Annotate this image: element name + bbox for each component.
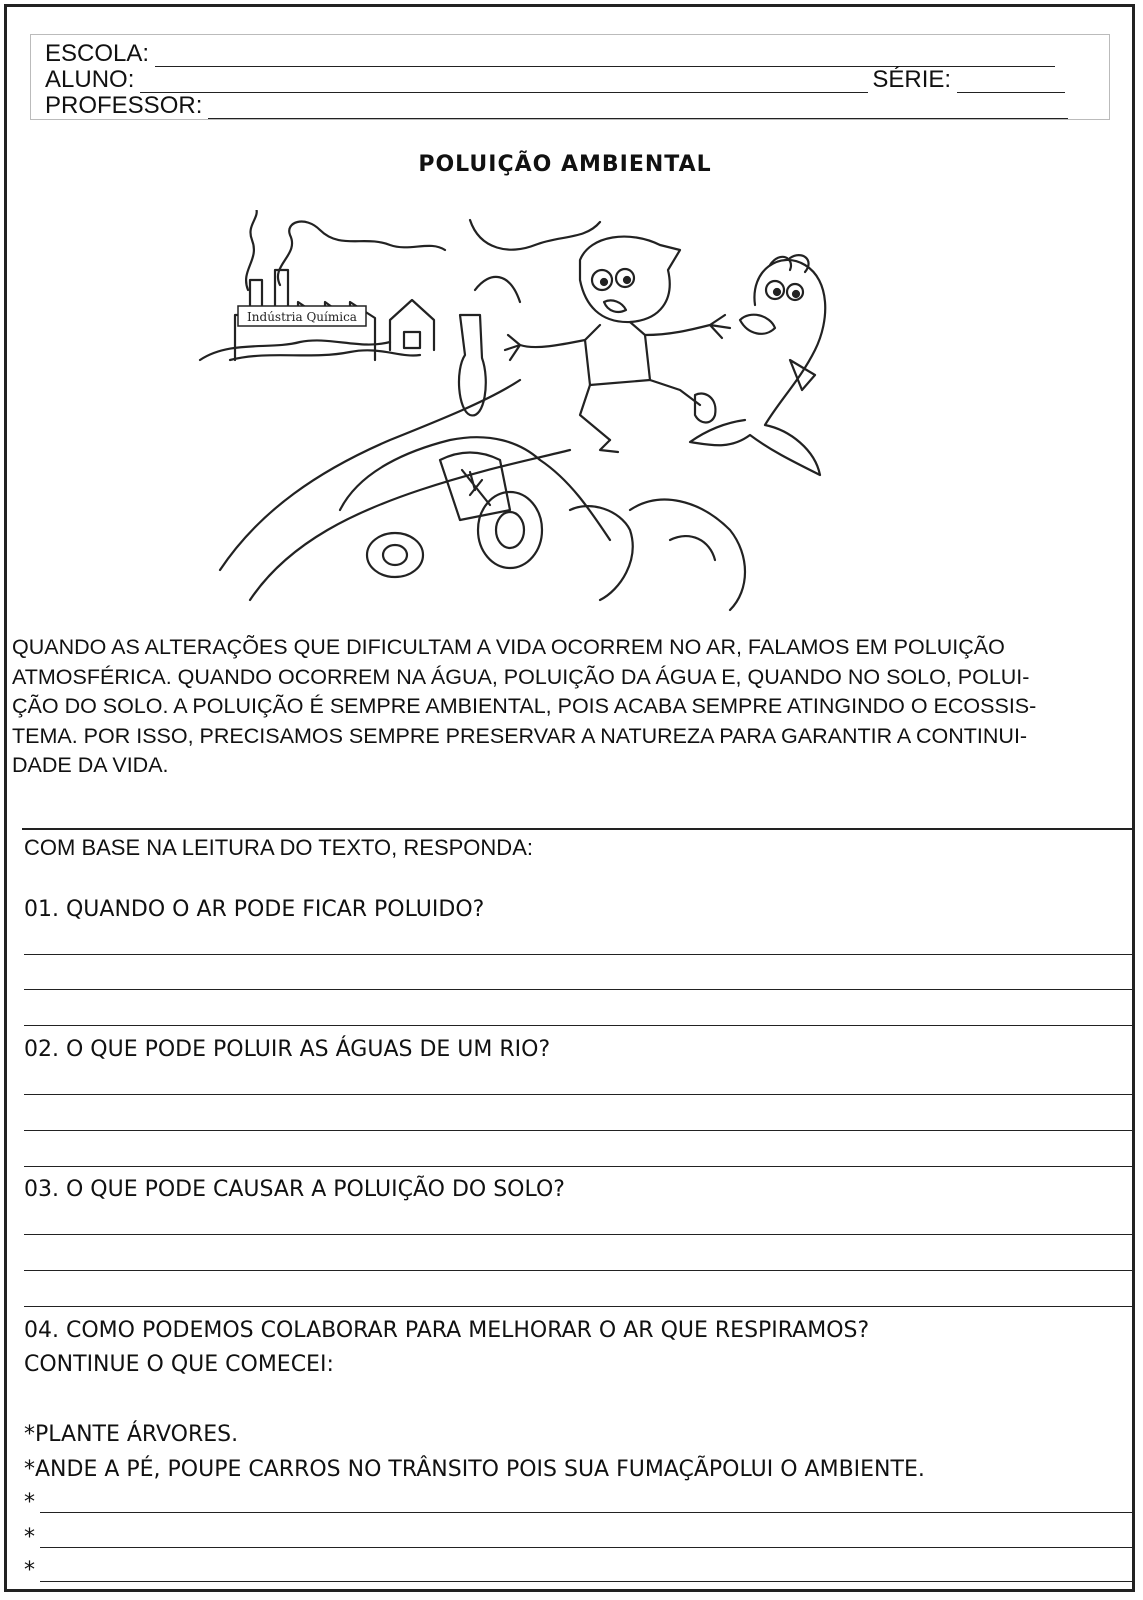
answer-line[interactable] (40, 1581, 1134, 1582)
answer-line[interactable] (24, 1094, 1134, 1095)
reading-text (12, 633, 1124, 781)
answer-line[interactable] (40, 1547, 1134, 1548)
instructions: COM BASE NA LEITURA DO TEXTO, RESPONDA: (24, 835, 533, 860)
text-line: ÇÃO DO SOLO. A POLUIÇÃO É SEMPRE AMBIENTAL, POIS ACABA SEMPRE ATINGINDO O ECOSSIS- (12, 694, 1037, 718)
text-line: DADE DA VIDA. (12, 753, 169, 777)
text-line: QUANDO AS ALTERAÇÕES QUE DIFICULTAM A VIDA OCORREM NO AR, FALAMOS EM POLUIÇÃO (12, 635, 1005, 659)
student-field[interactable] (140, 72, 868, 93)
bullet-marker: * (24, 1525, 35, 1550)
answer-line[interactable] (24, 1166, 1134, 1167)
pollution-illustration (190, 210, 850, 620)
teacher-label: PROFESSOR: (45, 92, 203, 119)
section-divider (22, 828, 1134, 830)
answer-line[interactable] (40, 1512, 1134, 1513)
question-4: 04. COMO PODEMOS COLABORAR PARA MELHORAR O AR QUE RESPIRAMOS? (24, 1318, 870, 1343)
question-2: 02. O QUE PODE POLUIR AS ÁGUAS DE UM RIO? (24, 1037, 551, 1062)
school-label: ESCOLA: (45, 40, 150, 67)
question-3: 03. O QUE PODE CAUSAR A POLUIÇÃO DO SOLO? (24, 1177, 565, 1202)
student-info-box (30, 34, 1110, 120)
answer-line[interactable] (24, 1306, 1134, 1307)
example-item: *PLANTE ÁRVORES. (24, 1422, 239, 1447)
school-line (45, 41, 1055, 67)
grade-field[interactable] (957, 72, 1065, 93)
teacher-line (45, 93, 1068, 119)
answer-line[interactable] (24, 1130, 1134, 1131)
question-4-instruction: CONTINUE O QUE COMECEI: (24, 1352, 334, 1377)
answer-line[interactable] (24, 954, 1134, 955)
answer-line[interactable] (24, 1270, 1134, 1271)
grade-label: SÉRIE: (872, 66, 952, 93)
question-1: 01. QUANDO O AR PODE FICAR POLUIDO? (24, 897, 485, 922)
bullet-marker: * (24, 1490, 35, 1515)
teacher-field[interactable] (208, 98, 1068, 119)
bullet-marker: * (24, 1558, 35, 1583)
text-line: ATMOSFÉRICA. QUANDO OCORREM NA ÁGUA, POLUIÇÃO DA ÁGUA E, QUANDO NO SOLO, POLUI- (12, 664, 1030, 689)
text-line: TEMA. POR ISSO, PRECISAMOS SEMPRE PRESERVAR A NATUREZA PARA GARANTIR A CONTINUI- (12, 723, 1028, 748)
student-line (45, 67, 1065, 93)
answer-line[interactable] (24, 989, 1134, 990)
answer-line[interactable] (24, 1025, 1134, 1026)
student-label: ALUNO: (45, 66, 135, 93)
factory-sign-text: Indústria Química (247, 310, 357, 324)
worksheet-title: POLUIÇÃO AMBIENTAL (418, 152, 712, 177)
example-item: *ANDE A PÉ, POUPE CARROS NO TRÂNSITO POIS SUA FUMAÇÃPOLUI O AMBIENTE. (24, 1457, 925, 1482)
school-field[interactable] (155, 46, 1055, 67)
answer-line[interactable] (24, 1234, 1134, 1235)
